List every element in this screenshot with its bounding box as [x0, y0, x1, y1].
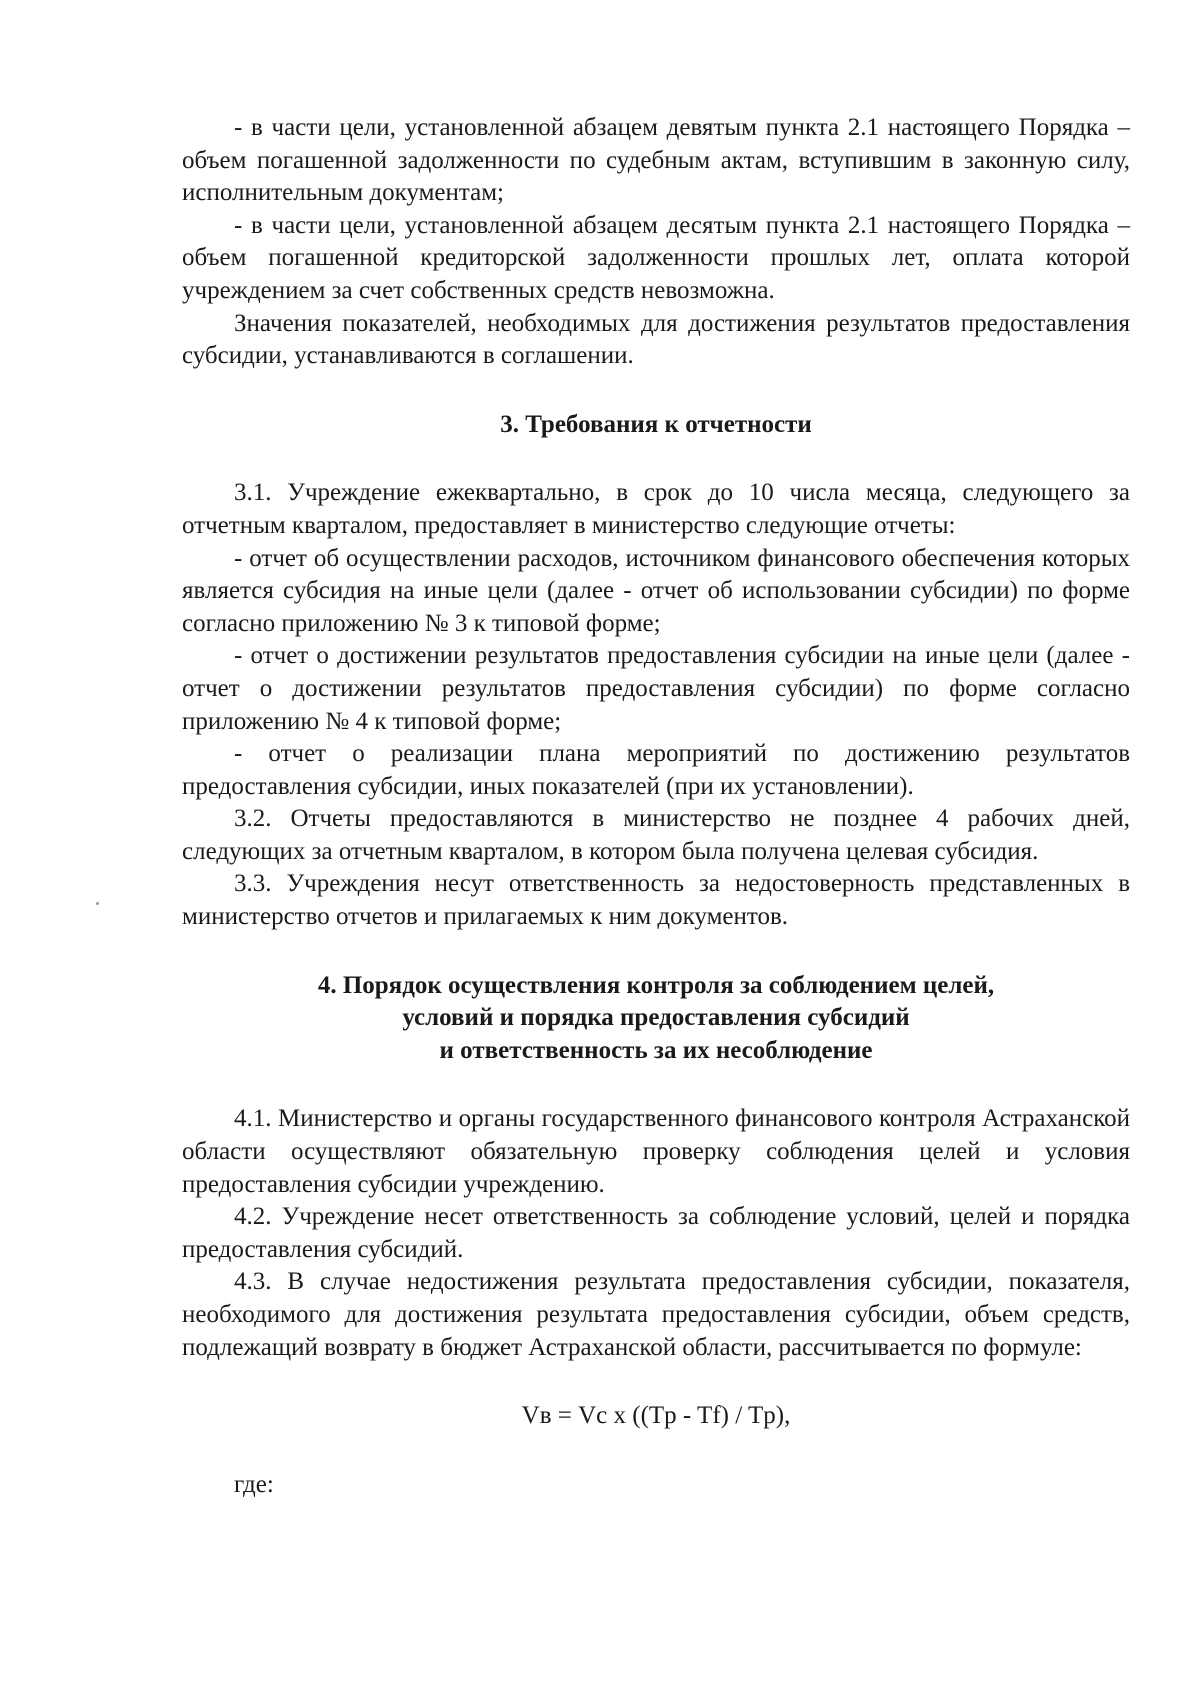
report-item-usage: - отчет об осуществлении расходов, источником финансового обеспечения которых является субсидия на иные цели (далее - отчет об использовании субсидии) по форме согласно приложению № 3 к типовой форме;	[182, 544, 1130, 637]
section-4-heading-line-3: и ответственность за их несоблюдение	[439, 1036, 873, 1064]
report-item-results: - отчет о достижении результатов предоставления субсидии на иные цели (далее - отчет о достижении результатов предоставления субсидии) по форме согласно приложению № 4 к типовой форме;	[182, 642, 1130, 735]
paragraph-4-1: 4.1. Министерство и органы государственного финансового контроля Астраханской области осуществляют обязательную проверку соблюдения целей и условия предоставления субсидии учреждению.	[182, 1105, 1130, 1198]
refund-formula: Vв = Vc x ((Tp - Tf) / Tp),	[521, 1402, 791, 1430]
intro-paragraph-3: Значения показателей, необходимых для достижения результатов предоставления субсидии, устанавливаются в соглашении.	[182, 309, 1130, 370]
section-4-heading	[182, 970, 1130, 1068]
report-item-plan: - отчет о реализации плана мероприятий по достижению результатов предоставления субсидии, иных показателей (при их установлении).	[182, 740, 1130, 800]
section-3-heading: 3. Требования к отчетности	[500, 410, 812, 438]
paragraph-3-3: 3.3. Учреждения несут ответственность за недостоверность представленных в министерство отчетов и прилагаемых к ним документов.	[182, 870, 1130, 931]
section-4-heading-line-2: условий и порядка предоставления субсидий	[402, 1004, 910, 1032]
paragraph-4-3: 4.3. В случае недостижения результата предоставления субсидии, показателя, необходимого для достижения результата предоставления субсидии, объем средств, подлежащий возврату в бюджет Астраханской области, рассчитывается по формуле:	[182, 1268, 1130, 1361]
paragraph-3-2: 3.2. Отчеты предоставляются в министерство не позднее 4 рабочих дней, следующих за отчетным кварталом, в котором была получена целевая субсидия.	[182, 805, 1130, 865]
intro-paragraph-2: - в части цели, установленной абзацем десятым пункта 2.1 настоящего Порядка – объем погашенной кредиторской задолженности прошлых лет, оплата которой учреждением за счет собственных средств невозможна.	[182, 211, 1130, 304]
document-body	[182, 112, 1130, 1501]
formula-where-label: где:	[234, 1470, 274, 1498]
section-4-heading-line-1: 4. Порядок осуществления контроля за соблюдением целей,	[317, 971, 995, 999]
paragraph-4-2: 4.2. Учреждение несет ответственность за соблюдение условий, целей и порядка предоставления субсидий.	[182, 1203, 1130, 1263]
paragraph-3-1: 3.1. Учреждение ежеквартально, в срок до 10 числа месяца, следующего за отчетным кварталом, предоставляет в министерство следующие отчеты:	[182, 479, 1130, 539]
intro-paragraph-1: - в части цели, установленной абзацем девятым пункта 2.1 настоящего Порядка – объем погашенной задолженности по судебным актам, вступившим в законную силу, исполнительным документам;	[182, 114, 1130, 207]
scan-speck	[96, 902, 99, 905]
